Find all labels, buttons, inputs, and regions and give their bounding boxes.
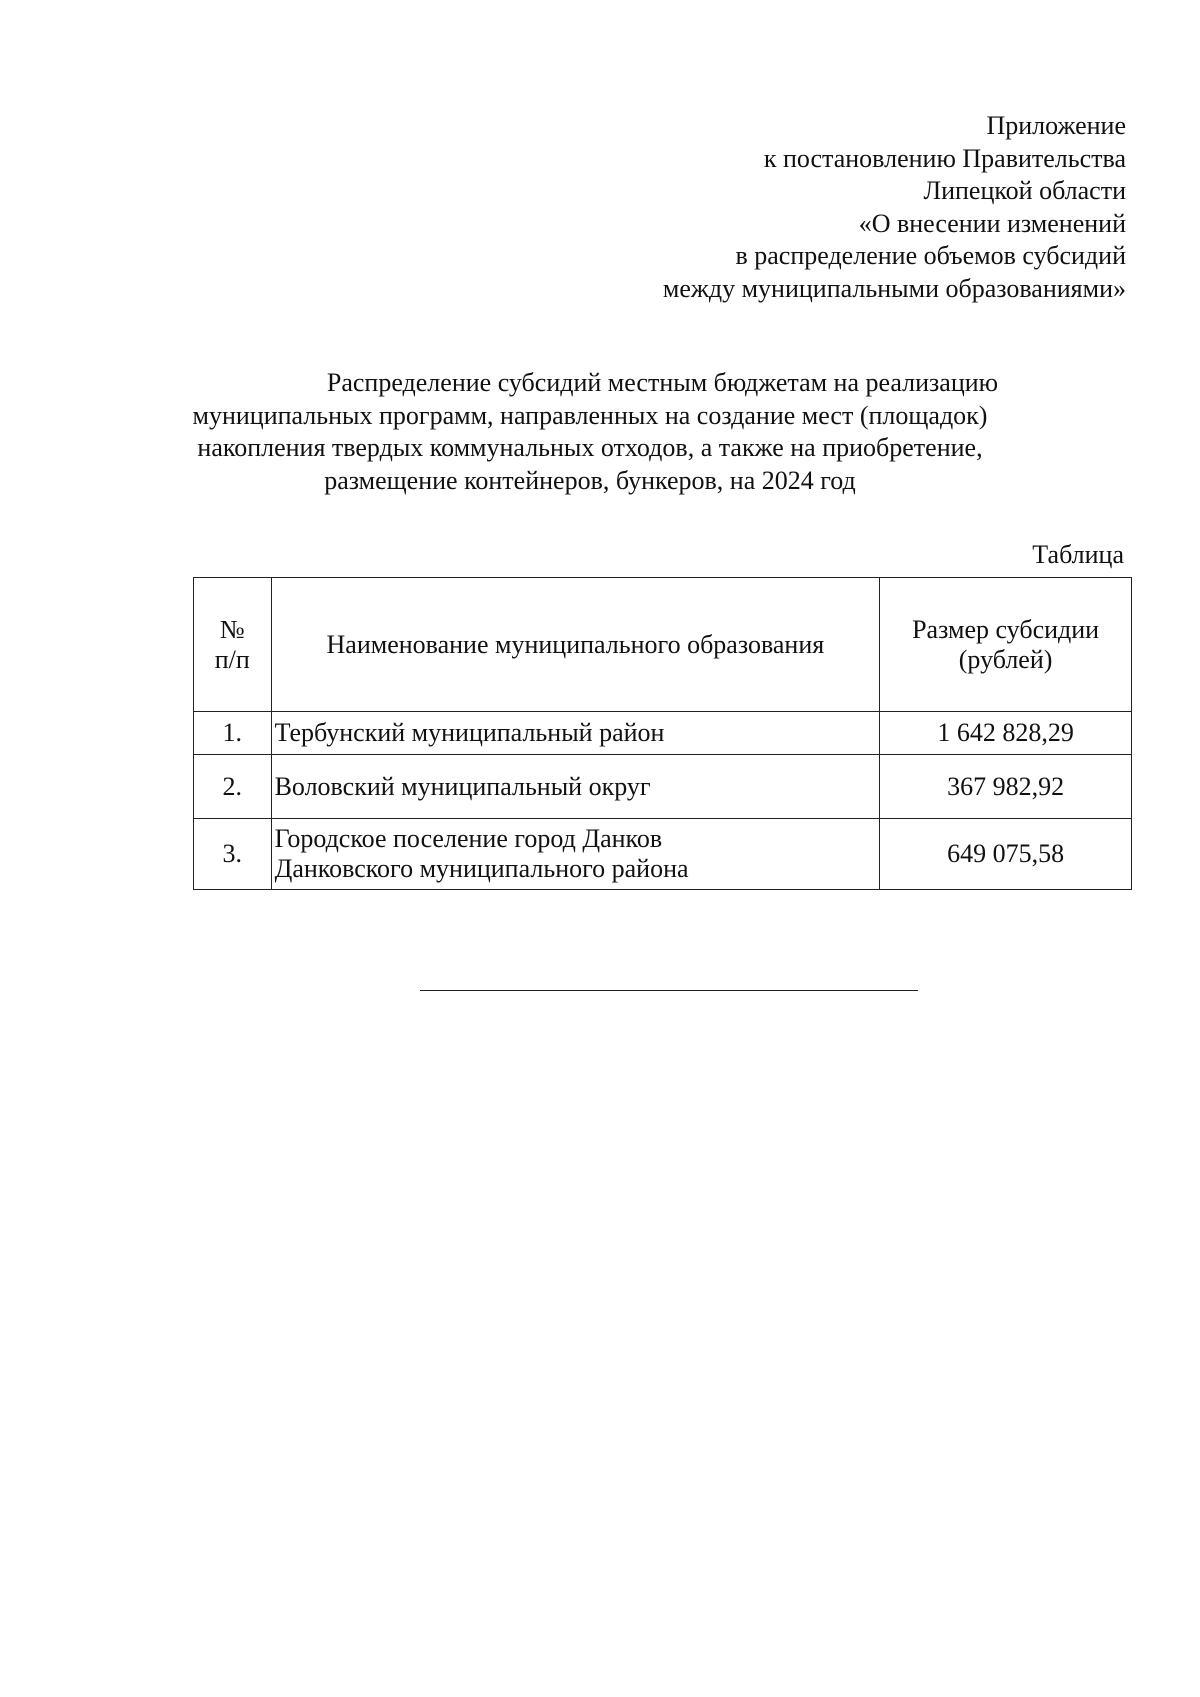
table-header-row: [194, 578, 1132, 712]
table-caption: Таблица: [1032, 540, 1124, 569]
appendix-line: к постановлению Правительства: [763, 143, 1126, 173]
title-line: накопления твердых коммунальных отходов, а также на приобретение,: [197, 433, 983, 462]
appendix-line: Приложение: [986, 111, 1126, 140]
row-name-line: Тербунский муниципальный район: [274, 718, 665, 747]
row-number: 2.: [194, 755, 272, 819]
header-number: [194, 578, 272, 712]
appendix-line: между муниципальными образованиями»: [662, 273, 1126, 303]
row-name: [271, 755, 880, 819]
signature-line: [420, 990, 918, 991]
appendix-line: Липецкой области: [923, 176, 1126, 205]
row-amount: 1 642 828,29: [880, 712, 1132, 755]
header-amount-unit: (рублей): [958, 644, 1053, 674]
header-name: Наименование муниципального образования: [271, 578, 880, 712]
row-name-line: Городское поселение город Данков: [274, 824, 663, 853]
appendix-block: [663, 110, 1126, 305]
title-line: Распределение субсидий местным бюджетам на реализацию: [326, 368, 999, 397]
header-amount-label: Размер субсидии: [912, 614, 1100, 644]
row-number: 1.: [194, 712, 272, 755]
title-line: муниципальных программ, направленных на создание мест (площадок): [192, 400, 988, 430]
subsidy-table: [193, 577, 1132, 890]
row-name: [271, 819, 880, 890]
table-row: [194, 819, 1132, 890]
row-name-line: Данковского муниципального района: [274, 854, 689, 883]
document-title: [150, 367, 1030, 497]
header-amount: [880, 578, 1132, 712]
header-number-abbr: п/п: [214, 644, 250, 674]
appendix-line: «О внесении изменений: [858, 208, 1126, 238]
row-amount: 649 075,58: [880, 819, 1132, 890]
table-row: [194, 755, 1132, 819]
row-name-line: Воловский муниципальный округ: [274, 771, 651, 801]
row-number: 3.: [194, 819, 272, 890]
table-row: [194, 712, 1132, 755]
row-name: [271, 712, 880, 755]
row-amount: 367 982,92: [880, 755, 1132, 819]
header-number-symbol: №: [219, 614, 245, 644]
title-line: размещение контейнеров, бункеров, на 2024 год: [324, 465, 856, 495]
appendix-line: в распределение объемов субсидий: [735, 241, 1126, 270]
